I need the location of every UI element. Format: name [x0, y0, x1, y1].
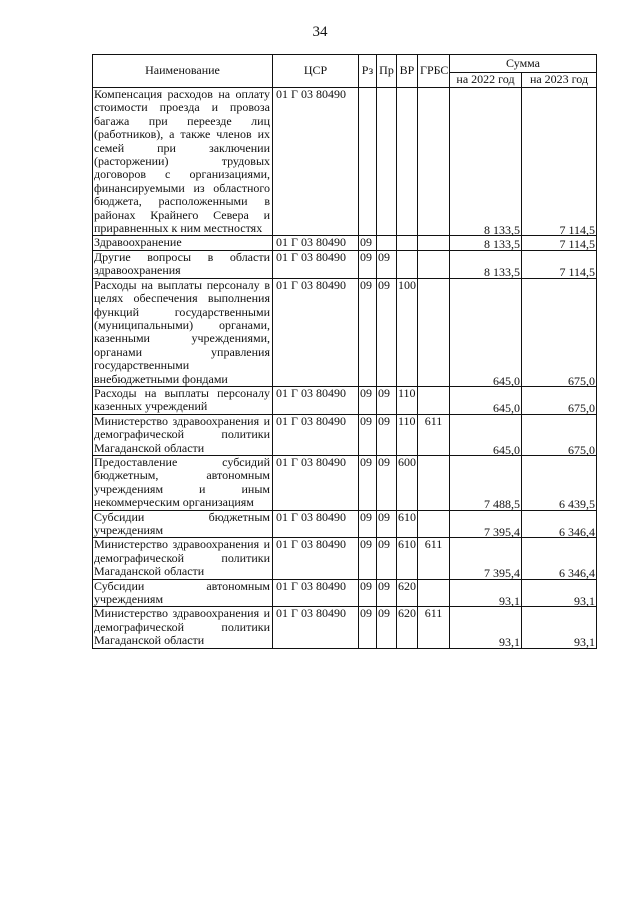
row-name: Расходы на выплаты персоналу казенных учреждений	[93, 386, 273, 414]
table-row	[93, 88, 597, 236]
budget-body	[93, 88, 597, 649]
row-sum-2022	[450, 278, 522, 386]
row-sum-2023	[522, 510, 597, 538]
row-sum-2022-value: 645,0	[493, 442, 520, 457]
table-row	[93, 386, 597, 414]
row-sum-2022-value: 645,0	[493, 401, 520, 416]
table-row	[93, 607, 597, 648]
row-vr	[397, 88, 418, 236]
table-row	[93, 538, 597, 579]
row-pr: 09	[377, 607, 397, 648]
row-rz: 09	[359, 510, 377, 538]
row-name: Субсидии автономным учреждениям	[93, 579, 273, 607]
row-csr: 01 Г 03 80490	[273, 88, 359, 236]
row-sum-2023-value: 7 114,5	[559, 223, 596, 238]
row-sum-2022	[450, 455, 522, 510]
row-sum-2022-value: 7 395,4	[484, 566, 520, 581]
row-pr: 09	[377, 278, 397, 386]
header-2023: на 2023 год	[522, 73, 597, 88]
header-csr: ЦСР	[273, 55, 359, 88]
row-grbs: 611	[418, 607, 450, 648]
row-sum-2023	[522, 455, 597, 510]
row-sum-2022-value: 8 133,5	[484, 265, 520, 280]
row-grbs: 611	[418, 414, 450, 455]
row-sum-2023	[522, 278, 597, 386]
row-sum-2022-value: 93,1	[499, 635, 520, 650]
row-vr: 110	[397, 386, 418, 414]
row-sum-2023-value: 93,1	[574, 635, 596, 650]
row-sum-2023-value: 7 114,5	[559, 237, 596, 252]
row-sum-2022-value: 7 395,4	[484, 525, 520, 539]
row-sum-2022	[450, 236, 522, 250]
row-vr: 100	[397, 278, 418, 386]
row-grbs	[418, 236, 450, 250]
row-csr: 01 Г 03 80490	[273, 455, 359, 510]
row-name: Компенсация расходов на оплату стоимости проезда и провоза багажа при переезде лиц (работников), а также членов их семей при заключении (расторжении) трудовых договоров с организациями, финансируемыми из областного бюджета, расположенными в районах Крайнего Севера и приравненных к ним местностях	[93, 88, 273, 236]
row-vr: 610	[397, 538, 418, 579]
row-pr: 09	[377, 414, 397, 455]
row-sum-2023-value: 6 439,5	[559, 497, 596, 512]
row-sum-2022-value: 645,0	[493, 373, 520, 388]
row-sum-2022-value: 93,1	[499, 594, 520, 609]
row-pr: 09	[377, 538, 397, 579]
table-row	[93, 250, 597, 278]
row-sum-2022-value: 8 133,5	[484, 223, 520, 238]
table-row	[93, 414, 597, 455]
header-2022: на 2022 год	[450, 73, 522, 88]
row-sum-2023	[522, 88, 597, 236]
row-sum-2022	[450, 386, 522, 414]
header-vr: ВР	[397, 55, 418, 88]
row-name: Предоставление субсидий бюджетным, автономным учреждениям и иным некоммерческим организациям	[93, 455, 273, 510]
row-vr: 600	[397, 455, 418, 510]
row-pr: 09	[377, 455, 397, 510]
row-rz: 09	[359, 455, 377, 510]
table-row	[93, 236, 597, 250]
row-csr: 01 Г 03 80490	[273, 236, 359, 250]
table-row	[93, 455, 597, 510]
row-grbs	[418, 278, 450, 386]
row-grbs	[418, 88, 450, 236]
row-sum-2023	[522, 579, 597, 607]
table-row	[93, 579, 597, 607]
row-grbs	[418, 386, 450, 414]
row-csr: 01 Г 03 80490	[273, 278, 359, 386]
row-sum-2023-value: 6 346,4	[559, 566, 596, 581]
budget-table	[92, 54, 597, 649]
row-rz: 09	[359, 236, 377, 250]
header-grbs: ГРБС	[418, 55, 450, 88]
row-grbs: 611	[418, 538, 450, 579]
row-vr: 620	[397, 579, 418, 607]
row-sum-2023-value: 675,0	[568, 442, 596, 457]
row-sum-2022	[450, 250, 522, 278]
row-pr: 09	[377, 579, 397, 607]
row-grbs	[418, 455, 450, 510]
header-rz: Рз	[359, 55, 377, 88]
row-csr: 01 Г 03 80490	[273, 607, 359, 648]
row-name: Расходы на выплаты персоналу в целях обеспечения выполнения функций государственными (муниципальными) органами, казенными учреждениями, органами управления государственными внебюджетными фондами	[93, 278, 273, 386]
row-rz: 09	[359, 250, 377, 278]
row-sum-2022-value: 8 133,5	[484, 237, 520, 252]
row-rz: 09	[359, 538, 377, 579]
row-name: Министерство здравоохранения и демографической политики Магаданской области	[93, 414, 273, 455]
row-vr	[397, 236, 418, 250]
row-sum-2023-value: 675,0	[568, 373, 596, 388]
row-pr: 09	[377, 250, 397, 278]
row-sum-2022	[450, 579, 522, 607]
row-csr: 01 Г 03 80490	[273, 250, 359, 278]
row-csr: 01 Г 03 80490	[273, 579, 359, 607]
table-row	[93, 278, 597, 386]
row-vr: 610	[397, 510, 418, 538]
row-vr: 620	[397, 607, 418, 648]
row-name: Другие вопросы в области здравоохранения	[93, 250, 273, 278]
row-sum-2023-value: 675,0	[568, 401, 596, 416]
row-csr: 01 Г 03 80490	[273, 510, 359, 538]
row-sum-2023	[522, 236, 597, 250]
row-name: Министерство здравоохранения и демографической политики Магаданской области	[93, 607, 273, 648]
row-pr: 09	[377, 386, 397, 414]
table-row	[93, 510, 597, 538]
row-pr: 09	[377, 510, 397, 538]
row-rz: 09	[359, 386, 377, 414]
row-sum-2023	[522, 414, 597, 455]
header-name: Наименование	[93, 55, 273, 88]
row-sum-2023	[522, 607, 597, 648]
row-csr: 01 Г 03 80490	[273, 386, 359, 414]
row-sum-2022	[450, 88, 522, 236]
row-rz	[359, 88, 377, 236]
row-rz: 09	[359, 278, 377, 386]
row-sum-2022-value: 7 488,5	[484, 497, 520, 512]
row-sum-2022	[450, 414, 522, 455]
row-sum-2022	[450, 510, 522, 538]
row-sum-2022	[450, 538, 522, 579]
row-pr	[377, 236, 397, 250]
row-rz: 09	[359, 579, 377, 607]
row-sum-2023	[522, 538, 597, 579]
row-vr	[397, 250, 418, 278]
row-sum-2023-value: 7 114,5	[559, 265, 596, 280]
row-grbs	[418, 250, 450, 278]
row-grbs	[418, 510, 450, 538]
row-sum-2023	[522, 250, 597, 278]
row-csr: 01 Г 03 80490	[273, 538, 359, 579]
row-vr: 110	[397, 414, 418, 455]
row-grbs	[418, 579, 450, 607]
header-sum: Сумма	[450, 55, 597, 73]
row-name: Министерство здравоохранения и демографической политики Магаданской области	[93, 538, 273, 579]
row-rz: 09	[359, 414, 377, 455]
row-sum-2023-value: 93,1	[574, 594, 596, 609]
page-number: 34	[312, 24, 328, 40]
row-pr	[377, 88, 397, 236]
row-sum-2022	[450, 607, 522, 648]
header-pr: Пр	[377, 55, 397, 88]
row-name: Здравоохранение	[93, 236, 273, 250]
row-name: Субсидии бюджетным учреждениям	[93, 510, 273, 538]
row-rz: 09	[359, 607, 377, 648]
row-sum-2023-value: 6 346,4	[559, 525, 596, 539]
row-sum-2023	[522, 386, 597, 414]
row-csr: 01 Г 03 80490	[273, 414, 359, 455]
